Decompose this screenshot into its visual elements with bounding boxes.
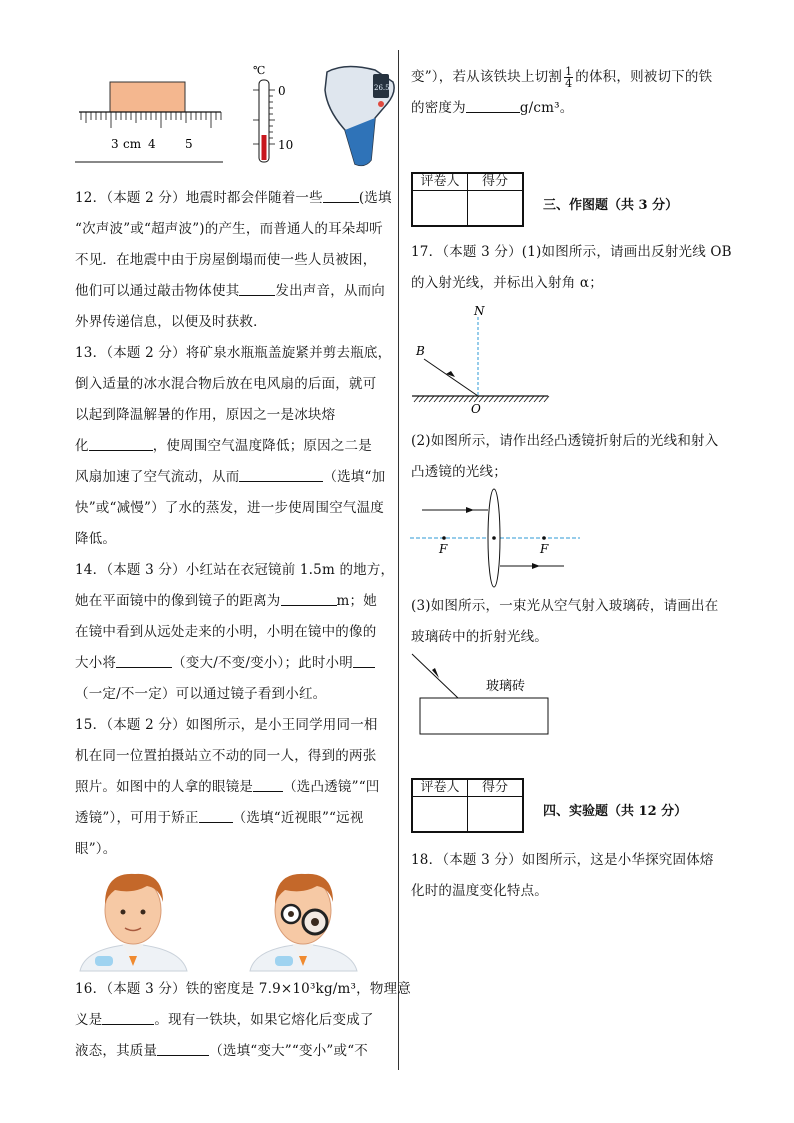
q17-line3: (2)如图所示，请作出经凸透镜折射后的光线和射入 — [411, 433, 719, 449]
person-without-glasses — [80, 874, 187, 971]
wood-block — [110, 82, 185, 112]
mirror-hatch — [524, 396, 529, 402]
mirror-hatch — [444, 396, 449, 402]
mirror-hatch — [439, 396, 444, 402]
mirror-hatch — [484, 396, 489, 402]
thermo-label-0: 0 — [278, 84, 286, 98]
right-column-top — [411, 62, 731, 124]
mirror-hatch — [414, 396, 419, 402]
mirror-hatch — [419, 396, 424, 402]
q15-blank2[interactable] — [199, 808, 233, 823]
q14-blank2[interactable] — [116, 653, 172, 668]
lens-figure — [408, 485, 583, 590]
q15-line1: 15．（本题 2 分）如图所示，是小王同学用同一相 — [75, 717, 378, 733]
mirror-hatch — [434, 396, 439, 402]
mirror-hatch — [534, 396, 539, 402]
top-figures — [75, 60, 390, 170]
q14-blank3[interactable] — [353, 653, 375, 668]
q13-line4: 化 ，使周围空气温度降低；原因之二是 — [75, 438, 372, 454]
grader-header-2: 评卷人 — [412, 779, 468, 797]
q17-text-a — [411, 237, 731, 299]
q13-line5: 风扇加速了空气流动，从而 （选填“加 — [75, 469, 386, 485]
glass-brick-figure — [408, 650, 558, 740]
q14-line2: 她在平面镜中的像到镜子的距离为 m；她 — [75, 593, 377, 609]
q16-line3: 液态，其质量 （选填“变大”“变小”或“不 — [75, 1043, 369, 1059]
column-divider — [398, 50, 399, 1070]
mirror-hatch — [459, 396, 464, 402]
mirror-hatch — [424, 396, 429, 402]
mirror-hatch — [504, 396, 509, 402]
q13-blank2[interactable] — [239, 467, 323, 482]
thermo-unit: ℃ — [253, 64, 266, 77]
score-table-2 — [411, 778, 524, 833]
q13-line3: 以起到降温解暑的作用，原因之一是冰块熔 — [75, 407, 336, 423]
mirror-hatch — [494, 396, 499, 402]
q16-blank1[interactable] — [102, 1010, 154, 1025]
people-figure — [75, 866, 375, 971]
q15-line5: 眼”）。 — [75, 841, 117, 857]
q14-blank1[interactable] — [281, 591, 337, 606]
q15-line2: 机在同一位置拍摄站立不动的同一人，得到的两张 — [75, 748, 377, 764]
q16-line4: 变”），若从该铁块上切割 $\frac{1}{4}$ 的体积，则被切下的铁 — [411, 65, 713, 90]
q13-blank1[interactable] — [89, 436, 153, 451]
q17-line5: (3)如图所示，一束光从空气射入玻璃砖，请画出在 — [411, 598, 719, 614]
label-N: N — [474, 304, 485, 318]
label-B: B — [416, 344, 425, 358]
q16-blank3[interactable] — [466, 98, 520, 113]
q16-line2: 义是 。现有一铁块，如果它熔化后变成了 — [75, 1012, 374, 1028]
fraction-one-quarter: $\frac{1}{4}$ — [565, 65, 573, 90]
q12-line4: 他们可以通过敲击物体使其 发出声音，从而向 — [75, 283, 386, 299]
grader-cell[interactable] — [412, 191, 468, 227]
left-column — [75, 183, 395, 865]
left-column-bottom — [75, 974, 411, 1067]
person-with-magnifier — [250, 874, 357, 971]
q12-blank1[interactable] — [323, 188, 359, 203]
ruler-figure — [75, 82, 223, 162]
mirror-hatch — [514, 396, 519, 402]
mirror-hatch — [509, 396, 514, 402]
q13-line1: 13．（本题 2 分）将矿泉水瓶瓶盖旋紧并剪去瓶底， — [75, 345, 392, 361]
q17-text-b — [411, 426, 731, 488]
glass-brick-label: 玻璃砖 — [486, 679, 526, 694]
q14-line5: （一定/不一定）可以通过镜子看到小红。 — [75, 686, 327, 702]
section-3-title: 三、作图题（共 3 分） — [543, 198, 679, 213]
q12-blank2[interactable] — [239, 281, 275, 296]
q17-line2: 的入射光线，并标出入射角 α； — [411, 275, 603, 291]
mirror-hatch — [519, 396, 524, 402]
q13-line7: 降低。 — [75, 531, 117, 547]
q13-line6: 快”或“减慢”）了水的蒸发，进一步使周围空气温度 — [75, 500, 385, 516]
section-4-title: 四、实验题（共 12 分） — [543, 804, 688, 819]
reflection-figure — [408, 303, 558, 418]
gun-screen: 26.5 — [374, 84, 390, 92]
mirror-hatch — [529, 396, 534, 402]
grader-cell-2[interactable] — [412, 797, 468, 833]
q16-blank2[interactable] — [157, 1041, 209, 1056]
q18-line1: 18．（本题 3 分）如图所示，这是小华探究固体熔 — [411, 852, 714, 868]
mirror-hatch — [544, 396, 549, 402]
q18-text — [411, 845, 731, 907]
q13-line2: 倒入适量的冰水混合物后放在电风扇的后面，就可 — [75, 376, 377, 392]
mirror-hatch — [454, 396, 459, 402]
ruler-label-cm: cm — [123, 137, 142, 151]
label-F-left: F — [439, 542, 448, 556]
thermometer-figure — [253, 64, 293, 162]
q12-line5: 外界传递信息，以便及时获救． — [75, 314, 267, 330]
q14-line3: 在镜中看到从远处走来的小明，小明在镜中的像的 — [75, 624, 377, 640]
q16-line5: 的密度为 g/cm³。 — [411, 100, 574, 116]
q12-line2: “次声波”或“超声波”)的产生，而普通人的耳朵却听 — [75, 221, 383, 237]
grader-header: 评卷人 — [412, 173, 468, 191]
q16-line1: 16．（本题 3 分）铁的密度是 7.9×10³kg/m³，物理意 — [75, 981, 411, 997]
label-O: O — [471, 402, 481, 416]
ruler-label-5: 5 — [185, 137, 193, 151]
mirror-hatch — [464, 396, 469, 402]
score-cell-2[interactable] — [468, 797, 524, 833]
q14-line1: 14．（本题 3 分）小红站在衣冠镜前 1.5m 的地方， — [75, 562, 395, 578]
thermo-label-10: 10 — [278, 138, 294, 152]
score-header: 得分 — [468, 173, 524, 191]
q17-line6: 玻璃砖中的折射光线。 — [411, 629, 548, 645]
ruler-label-4: 4 — [148, 137, 156, 151]
score-table-1 — [411, 172, 524, 227]
q15-line3: 照片。如图中的人拿的眼镜是 （选凸透镜”“凹 — [75, 779, 380, 795]
q18-line2: 化时的温度变化特点。 — [411, 883, 548, 899]
score-cell[interactable] — [468, 191, 524, 227]
infrared-thermometer-figure — [325, 66, 394, 165]
score-header-2: 得分 — [468, 779, 524, 797]
q15-line4: 透镜”），可用于矫正 （选填“近视眼”“远视 — [75, 810, 364, 826]
ruler-label-3: 3 — [111, 137, 119, 151]
q17-line1: 17．（本题 3 分）(1)如图所示，请画出反射光线 OB — [411, 244, 732, 260]
q14-line4: 大小将 （变大/不变/变小）；此时小明 — [75, 648, 395, 679]
q12-line1: 12．（本题 2 分）地震时都会伴随着一些 (选填 — [75, 190, 392, 206]
mirror-hatch — [429, 396, 434, 402]
q17-text-c — [411, 591, 731, 653]
q17-line4: 凸透镜的光线； — [411, 464, 507, 480]
mirror-hatch — [499, 396, 504, 402]
mirror-hatch — [449, 396, 454, 402]
q15-blank1[interactable] — [253, 777, 283, 792]
mirror-hatch — [539, 396, 544, 402]
q12-line3: 不见．在地震中由于房屋倒塌而使一些人员被困， — [75, 252, 377, 268]
mirror-hatch — [489, 396, 494, 402]
label-F-right: F — [540, 542, 549, 556]
